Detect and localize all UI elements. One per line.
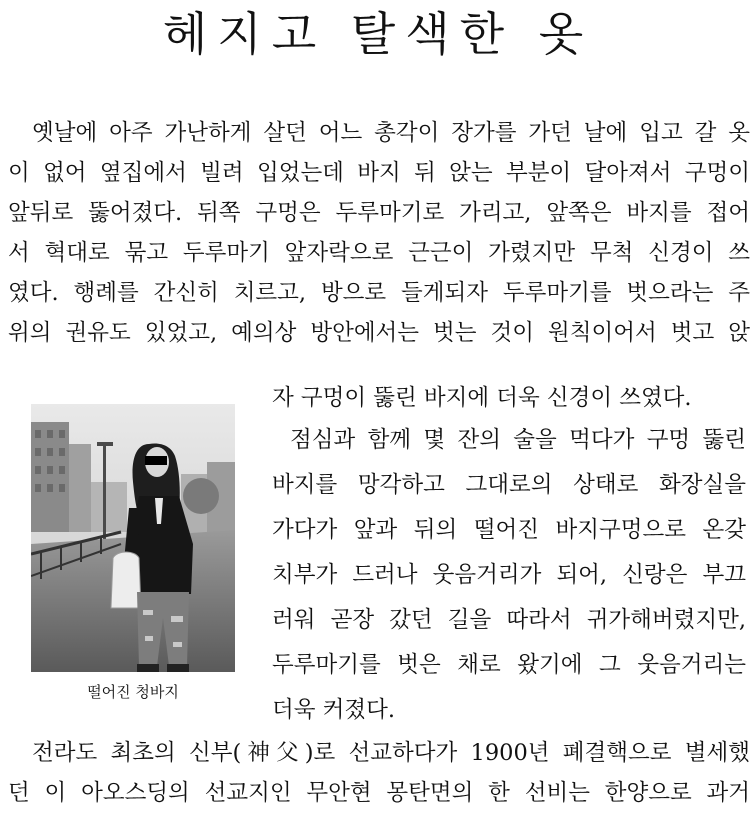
paragraph-1-line: 옛날에 아주 가난하게 살던 어느 총각이 장가를 가던 날에 입고 갈 옷: [32, 120, 750, 146]
paragraph-1-line: 자 구멍이 뚫린 바지에 더욱 신경이 쓰였다.: [272, 385, 692, 411]
paragraph-2-line: 치부가 드러나 웃음거리가 되어, 신랑은 부끄: [272, 562, 746, 588]
paragraph-2-line: 바지를 망각하고 그대로의 상태로 화장실을: [272, 472, 746, 498]
paragraph-2-line: 러워 곧장 갔던 길을 따라서 귀가해버렸지만,: [272, 607, 746, 633]
page-title: 헤지고 탈색한 옷: [162, 7, 594, 61]
paragraph-1-line: 앞뒤로 뚫어졌다. 뒤쪽 구멍은 두루마기로 가리고, 앞쪽은 바지를 접어: [8, 200, 750, 226]
paragraph-3-line: 전라도 최초의 신부(神父)로 선교하다가 1900년 폐결핵으로 별세했: [32, 740, 750, 766]
paragraph-1-line: 였다. 행례를 간신히 치르고, 방으로 들게되자 두루마기를 벗으라는 주: [8, 280, 750, 306]
paragraph-2-line: 점심과 함께 몇 잔의 술을 먹다가 구멍 뚫린: [290, 427, 746, 453]
jeans-photo: [31, 404, 235, 672]
paragraph-2-line: 더욱 커졌다.: [272, 697, 395, 723]
paragraph-1-line: 서 혁대로 묶고 두루마기 앞자락으로 근근이 가렸지만 무척 신경이 쓰: [8, 240, 750, 266]
photo-caption: 떨어진 청바지: [87, 683, 179, 701]
paragraph-2-line: 두루마기를 벗은 채로 왔기에 그 웃음거리는: [272, 652, 746, 678]
paragraph-1-line: 위의 권유도 있었고, 예의상 방안에서는 벗는 것이 원칙이어서 벗고 앉: [8, 320, 750, 346]
paragraph-1-line: 이 없어 옆집에서 빌려 입었는데 바지 뒤 앉는 부분이 달아져서 구멍이: [8, 160, 750, 186]
paragraph-2-line: 가다가 앞과 뒤의 떨어진 바지구멍으로 온갖: [272, 517, 746, 543]
paragraph-3-line: 던 이 아오스딩의 선교지인 무안현 몽탄면의 한 선비는 한양으로 과거: [8, 780, 750, 806]
